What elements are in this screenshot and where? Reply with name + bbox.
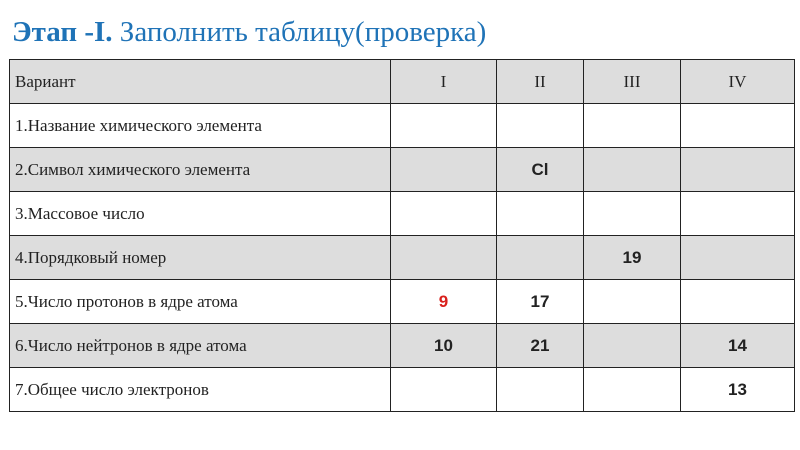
table-cell (681, 236, 795, 280)
table-row (10, 368, 795, 412)
title-stage: Этап -I. (12, 16, 113, 48)
table-cell (497, 192, 584, 236)
table-row (10, 192, 795, 236)
table-cell: 21 (497, 324, 584, 368)
table-cell (681, 192, 795, 236)
table-cell-highlight: 9 (391, 280, 497, 324)
table-cell (584, 148, 681, 192)
row-label: 3.Массовое число (10, 192, 391, 236)
table-cell (497, 368, 584, 412)
row-label: 5.Число протонов в ядре атома (10, 280, 391, 324)
table-row (10, 280, 795, 324)
table-row (10, 104, 795, 148)
table-row (10, 148, 795, 192)
table-cell (681, 104, 795, 148)
table-cell (681, 280, 795, 324)
table-cell (584, 324, 681, 368)
table-cell (391, 104, 497, 148)
row-label: 1.Название химического элемента (10, 104, 391, 148)
table-cell: 14 (681, 324, 795, 368)
table-cell: 17 (497, 280, 584, 324)
answer-table (9, 59, 795, 412)
title-text: Заполнить таблицу(проверка) (112, 16, 487, 48)
slide-title (12, 14, 486, 50)
header-label: Вариант (10, 60, 391, 104)
row-label: 7.Общее число электронов (10, 368, 391, 412)
table-cell (391, 148, 497, 192)
table-cell (584, 368, 681, 412)
table-cell (391, 236, 497, 280)
row-label: 2.Символ химического элемента (10, 148, 391, 192)
table-cell (584, 280, 681, 324)
table-cell: Cl (497, 148, 584, 192)
header-row (10, 60, 795, 104)
table-cell (497, 236, 584, 280)
header-variant-3: III (584, 60, 681, 104)
row-label: 6.Число нейтронов в ядре атома (10, 324, 391, 368)
row-label: 4.Порядковый номер (10, 236, 391, 280)
header-variant-4: IV (681, 60, 795, 104)
table-cell: 13 (681, 368, 795, 412)
table-cell (584, 104, 681, 148)
table-cell (391, 192, 497, 236)
table-cell: 19 (584, 236, 681, 280)
table-cell: 10 (391, 324, 497, 368)
table-row (10, 324, 795, 368)
header-variant-1: I (391, 60, 497, 104)
table-cell (391, 368, 497, 412)
table-row (10, 236, 795, 280)
table-cell (584, 192, 681, 236)
table-cell (681, 148, 795, 192)
table-cell (497, 104, 584, 148)
header-variant-2: II (497, 60, 584, 104)
